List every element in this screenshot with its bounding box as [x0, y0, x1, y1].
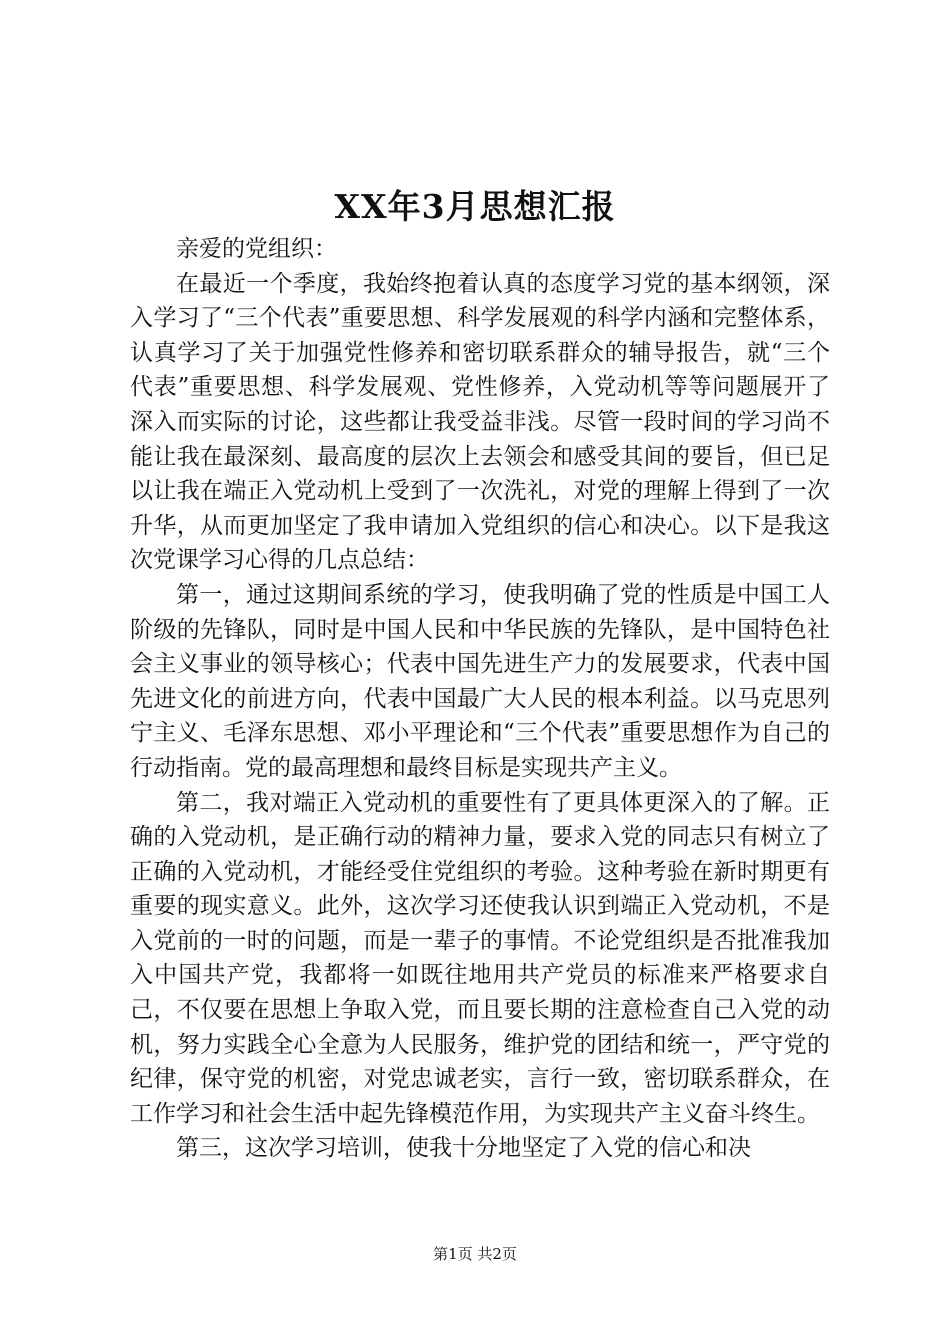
- paragraph-third-point: 第三，这次学习培训，使我十分地坚定了入党的信心和决: [176, 1135, 751, 1162]
- salutation: 亲爱的党组织：: [176, 236, 337, 262]
- document-body: [130, 232, 830, 1166]
- paragraph-first-point: 第一，通过这期间系统的学习，使我明确了党的性质是中国工人阶级的先锋队，同时是中国人民和中华民族的先锋队，是中国特色社会主义事业的领导核心；代表中国先进生产力的发展要求，代表中国先进文化的前进方向，代表中国最广大人民的根本利益。以马克思列宁主义、毛泽东思想、邓小平理论和“三个代表”重要思想作为自己的行动指南。党的最高理想和最终目标是实现共产主义。: [130, 581, 830, 781]
- paragraph-intro: 在最近一个季度，我始终抱着认真的态度学习党的基本纲领，深入学习了“三个代表”重要思想、科学发展观的科学内涵和完整体系，认真学习了关于加强党性修养和密切联系群众的辅导报告，就“三个代表”重要思想、科学发展观、党性修养，入党动机等等问题展开了深入而实际的讨论，这些都让我受益非浅。尽管一段时间的学习尚不能让我在最深刻、最高度的层次上去领会和感受其间的要旨，但已足以让我在端正入党动机上受到了一次洗礼，对党的理解上得到了一次升华，从而更加坚定了我申请加入党组织的信心和决心。以下是我这次党课学习心得的几点总结：: [130, 270, 830, 574]
- paragraph-second-point: 第二，我对端正入党动机的重要性有了更具体更深入的了解。正确的入党动机，是正确行动的精神力量，要求入党的同志只有树立了正确的入党动机，才能经受住党组织的考验。这种考验在新时期更有重要的现实意义。此外，这次学习还使我认识到端正入党动机，不是入党前的一时的问题，而是一辈子的事情。不论党组织是否批准我加入中国共产党，我都将一如既往地用共产党员的标准来严格要求自己，不仅要在思想上争取入党，而且要长期的注意检查自己入党的动机，努力实践全心全意为人民服务，维护党的团结和统一，严守党的纪律，保守党的机密，对党忠诚老实，言行一致，密切联系群众，在工作学习和社会生活中起先锋模范作用，为实现共产主义奋斗终生。: [130, 789, 830, 1127]
- document-title: XX年3月思想汇报: [334, 187, 616, 226]
- page-number-footer: 第1页 共2页: [433, 1245, 517, 1263]
